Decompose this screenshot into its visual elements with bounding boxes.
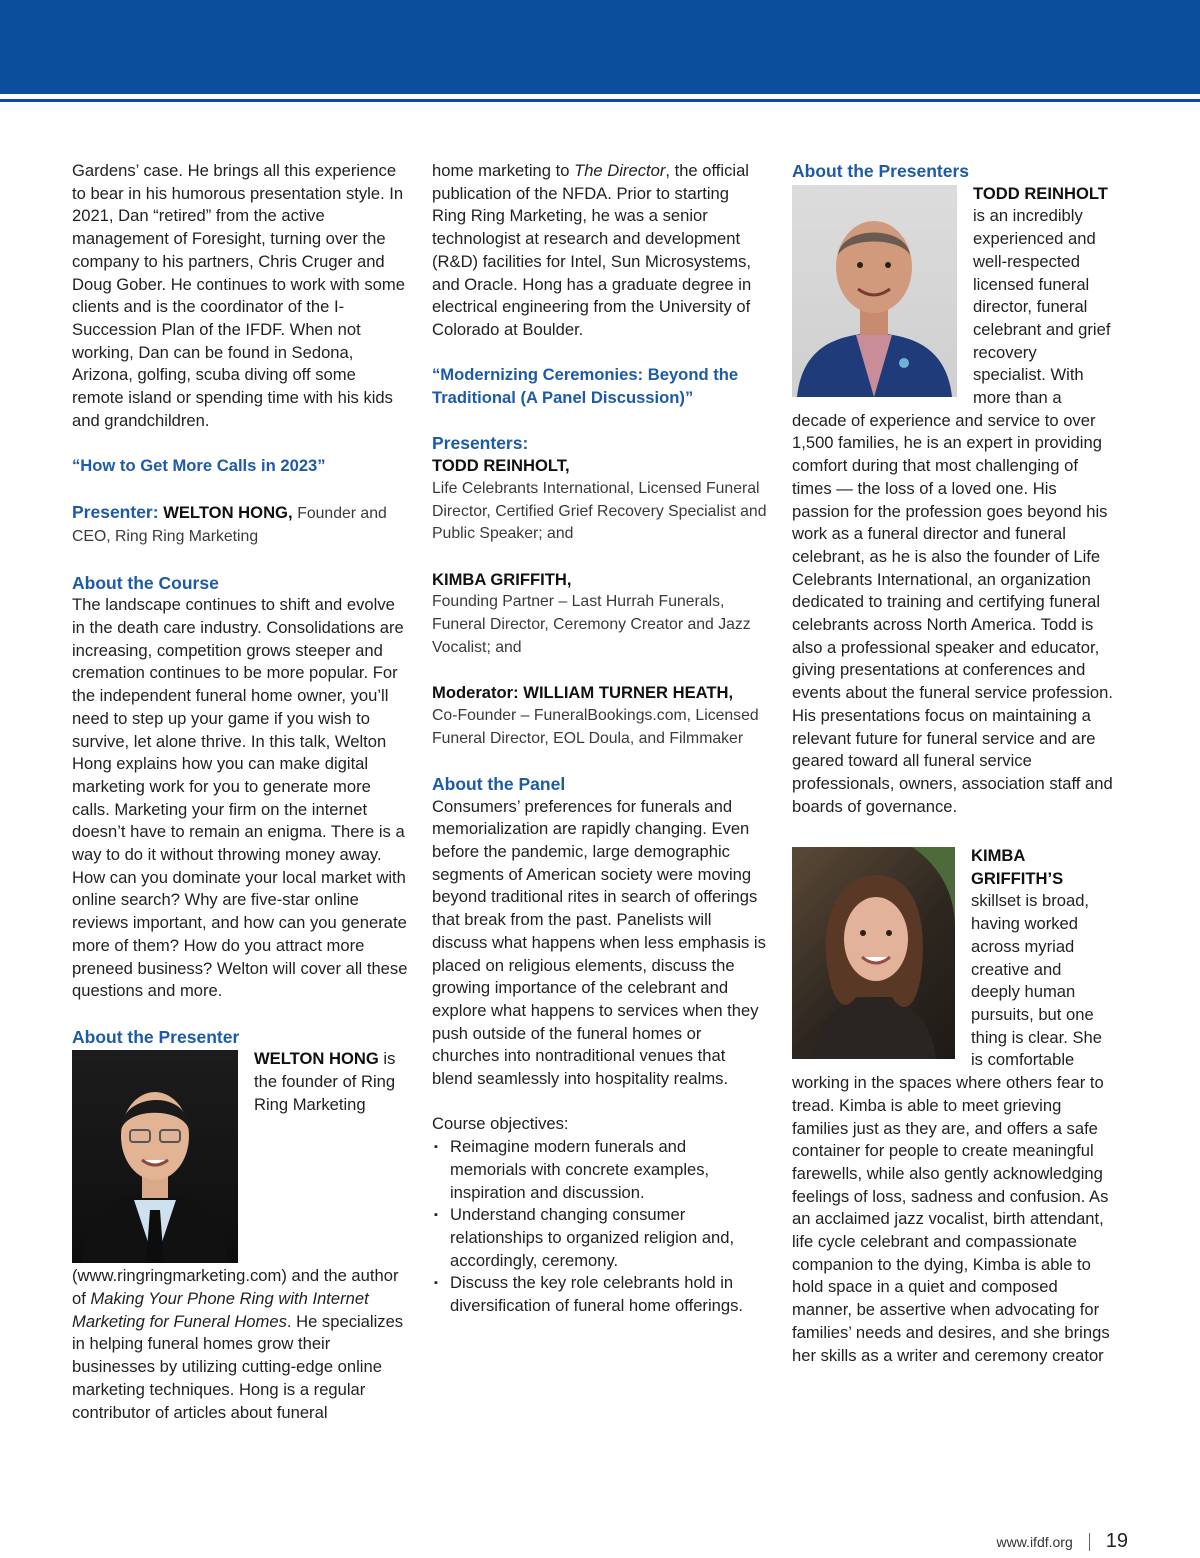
welton-hong-photo	[72, 1050, 238, 1263]
kimba-bio-text: skillset is broad, having worked across myriad creative and deeply human pursuits, but one thing is clear. She is comfortable working in the spaces where others fear to tread. Kimba is able to meet grieving families just as they are, and offers a safe container for people to create meaningful farewells, while also gently acknowledging feelings of loss, sadness and confusion. As an acclaimed jazz vocalist, birth attendant, life cycle celebrant and compassionate companion to the dying, Kimba is able to hold space in a quiet and composed manner, be assertive when advocating for families’ needs and desires, and she brings her skills as a writer and ceremony creator	[792, 891, 1110, 1365]
page-footer	[997, 1530, 1129, 1553]
footer-divider	[1089, 1533, 1090, 1551]
todd-bio	[792, 183, 1114, 819]
header-banner	[0, 0, 1200, 94]
welton-bio-text1: is the founder of Ring Ring Marketing (www.ringringmarketing.com) and the author of	[72, 1049, 399, 1309]
objectives-list	[432, 1136, 767, 1318]
presenters-heading: Presenters:	[432, 433, 529, 454]
header-rule	[0, 99, 1200, 102]
welton-bio-text2: . He specializes in helping funeral homes grow their businesses by utilizing cutting-edge online marketing techniques. Hong is a regular contributor of articles about funeral	[72, 1311, 404, 1422]
column-1	[72, 160, 410, 1424]
todd-bio-text: is an incredibly experienced and well-respected licensed funeral director, funeral celebrant and grief recovery specialist. With more than a decade of experience and service to over 1,500 families, he is an expert in providing comfort during that most challenging of times — the loss of a loved one. His passion for the profession goes beyond his work as a funeral director and funeral celebrant, as he is also the founder of Life Celebrants International, an organization dedicated to training and certifying funeral celebrants across North America. Todd is also a professional speaker and educator, giving presentations at conferences and events about the funeral service profession. His presentations focus on maintaining a relevant future for funeral service and are geared toward all funeral service professionals, owners, association staff and boards of governance.	[792, 206, 1114, 816]
presenter-label: Presenter:	[72, 501, 159, 522]
about-panel-text: Consumers’ preferences for funerals and memorialization are rapidly changing. Even before the pandemic, large demographic segments of American society were moving beyond traditional rites in search of offerings that break from the past. Panelists will discuss what happens when less emphasis is placed on religious elements, discuss the growing importance of the celebrant and explore what happens to services when they push outside of the funeral homes or churches into nontraditional venues that blend seamlessly into hospitality realms.	[432, 796, 766, 1089]
presenter-role: Founder and CEO, Ring Ring Marketing	[72, 504, 387, 546]
about-panel-heading: About the Panel	[432, 773, 566, 794]
welton-book-title: Making Your Phone Ring with Internet Marketing for Funeral Homes	[72, 1289, 369, 1331]
presenter-name: WELTON HONG,	[163, 502, 293, 522]
objective-item: ▪ Discuss the key role celebrants hold in diversification of funeral home offerings.	[432, 1272, 767, 1317]
about-course-heading: About the Course	[72, 572, 219, 593]
kimba-bio-name: KIMBA GRIFFITH’S	[971, 846, 1064, 888]
moderator-name: WILLIAM TURNER HEATH,	[523, 683, 734, 703]
objective-item: ▪ Understand changing consumer relationships to organized religion and, accordingly, ceremony.	[432, 1204, 767, 1272]
panelist-2-name: KIMBA GRIFFITH,	[432, 569, 572, 589]
hong-cont-text1: home marketing to	[432, 161, 570, 180]
footer-url[interactable]: www.ifdf.org	[996, 1533, 1073, 1550]
column-3	[792, 160, 1114, 1367]
intro-paragraph: Gardens’ case. He brings all this experience to bear in his humorous presentation style. In 2021, Dan “retired” from the active management of Foresight, turning over the company to his partners, Chris Cruger and Doug Gober. He continues to work with some clients and is the coordinator of the I-Succession Plan of the IFDF. When not working, Dan can be found in Sedona, Arizona, golfing, scuba diving off some remote island or spending time with his kids and grandchildren.	[72, 161, 405, 430]
about-presenters-heading: About the Presenters	[792, 161, 969, 181]
objectives-label: Course objectives:	[432, 1114, 569, 1134]
page-number: 19	[1105, 1530, 1128, 1552]
panelist-2-role: Founding Partner – Last Hurrah Funerals, Funeral Director, Ceremony Creator and Jazz Vocalist; and	[432, 593, 751, 656]
panelist-1-name: TODD REINHOLT,	[432, 456, 570, 476]
about-presenter-heading: About the Presenter	[72, 1026, 240, 1047]
welton-bio	[72, 1048, 410, 1424]
moderator-line	[432, 682, 767, 705]
hong-cont-text2: , the official publication of the NFDA. Prior to starting Ring Ring Marketing, he was a senior technologist at research and development (R&D) facilities for Intel, Sun Microsystems, and Oracle. Hong has a graduate degree in electrical engineering from the University of Colorado at Boulder.	[432, 161, 752, 339]
objective-item: ▪ Reimagine modern funerals and memorials with concrete examples, inspiration and discussion.	[432, 1136, 767, 1204]
the-director-title: The Director	[574, 161, 666, 180]
todd-bio-name: TODD REINHOLT	[973, 183, 1108, 203]
kimba-bio	[792, 845, 1114, 1367]
panelist-1-role: Life Celebrants International, Licensed Funeral Director, Certified Grief Recovery Specialist and Public Speaker; and	[432, 479, 767, 543]
kimba-griffith-photo	[792, 847, 955, 1059]
moderator-role: Co-Founder – FuneralBookings.com, Licensed Funeral Director, EOL Doula, and Filmmaker	[432, 706, 759, 747]
hong-continuation	[432, 160, 767, 342]
moderator-label: Moderator:	[432, 683, 519, 703]
session-title-ceremonies: “Modernizing Ceremonies: Beyond the Traditional (A Panel Discussion)”	[432, 365, 739, 408]
column-2	[432, 160, 767, 1318]
session-title-calls: “How to Get More Calls in 2023”	[72, 456, 326, 476]
welton-bio-name: WELTON HONG	[254, 1049, 379, 1069]
presenter-line	[72, 501, 410, 549]
todd-reinholt-photo	[792, 185, 957, 397]
about-course-text: The landscape continues to shift and evolve in the death care industry. Consolidations are increasing, competition grows steeper and cremation continues to be more popular. For the independent funeral home owner, you’ll need to step up your game if you wish to survive, let alone thrive. In this talk, Welton Hong explains how you can make digital marketing work for you to generate more calls. Marketing your firm on the internet doesn’t have to remain an enigma. There is a way to do it without throwing money away. How can you dominate your local market with online search? Why are five-star online reviews important, and how can you generate more of them? How do you attract more preneed business? Welton will cover all these questions and more.	[72, 595, 408, 1001]
